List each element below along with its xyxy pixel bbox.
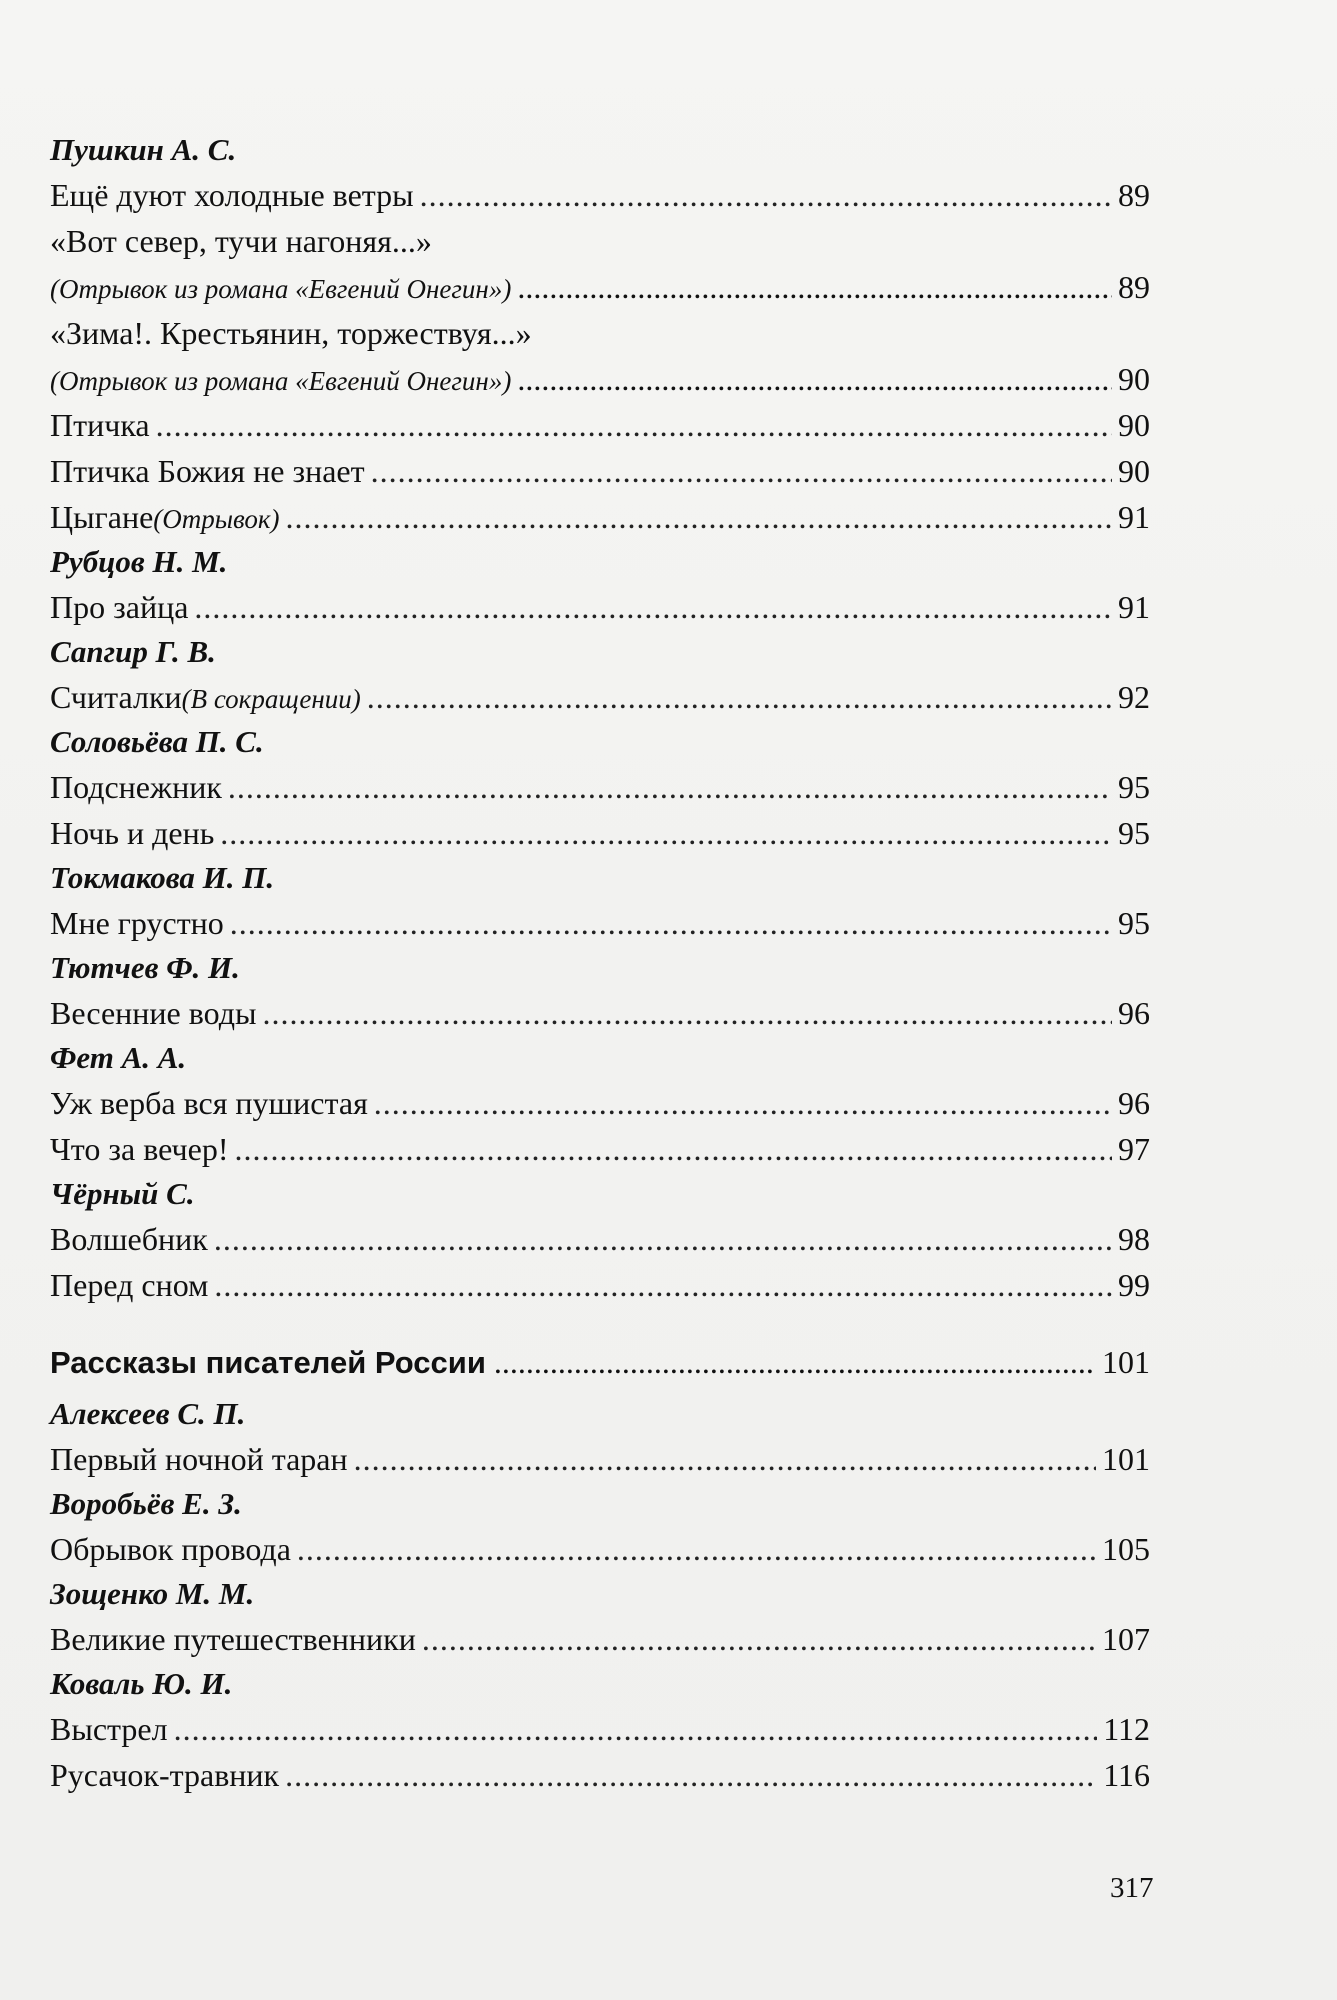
entry-page-number: 105 — [1102, 1531, 1150, 1567]
entry-title: «Вот север, тучи нагоняя...» — [50, 223, 432, 259]
entry-title: Ночь и день — [50, 815, 215, 851]
dot-leader — [494, 1336, 1094, 1388]
entry-title: Мне грустно — [50, 905, 224, 941]
entry-page-number: 96 — [1118, 995, 1150, 1031]
author-groups — [50, 128, 1150, 1308]
toc-entry[interactable] — [50, 448, 1150, 494]
dot-leader — [156, 402, 1112, 448]
entry-title: Выстрел — [50, 1711, 168, 1747]
toc-entry[interactable] — [50, 402, 1150, 448]
entry-page-number: 95 — [1118, 905, 1150, 941]
dot-leader — [234, 1126, 1112, 1172]
entry-page-number: 90 — [1118, 453, 1150, 489]
entry-page-number: 116 — [1103, 1757, 1150, 1793]
entry-page-number: 97 — [1118, 1131, 1150, 1167]
entry-page-number: 91 — [1118, 589, 1150, 625]
entry-page-number: 90 — [1118, 407, 1150, 443]
toc-entry[interactable] — [50, 1526, 1150, 1572]
entry-note: (В сокращении) — [181, 684, 361, 714]
toc-entry[interactable] — [50, 1080, 1150, 1126]
toc-entry[interactable] — [50, 1752, 1150, 1798]
entry-title: Обрывок провода — [50, 1531, 291, 1567]
entry-page-number: 107 — [1102, 1621, 1150, 1657]
entry-title: Подснежник — [50, 769, 222, 805]
author-name: Соловьёва П. С. — [50, 724, 264, 759]
entry-title: Про зайца — [50, 589, 189, 625]
toc-entry[interactable] — [50, 1262, 1150, 1308]
entry-note: (Отрывок из романа «Евгений Онегин») — [50, 274, 512, 304]
dot-leader — [220, 810, 1112, 856]
entry-title: Великие путешественники — [50, 1621, 416, 1657]
dot-leader — [517, 264, 1112, 310]
dot-leader — [297, 1526, 1096, 1572]
dot-leader — [371, 448, 1112, 494]
author-name: Пушкин А. С. — [50, 132, 237, 167]
entry-title: Перед сном — [50, 1267, 209, 1303]
entry-note: (Отрывок) — [153, 504, 280, 534]
dot-leader — [194, 584, 1112, 630]
dot-leader — [374, 1080, 1112, 1126]
dot-leader — [214, 1262, 1112, 1308]
author-name: Сапгир Г. В. — [50, 634, 216, 669]
author-name: Рубцов Н. М. — [50, 544, 228, 579]
entry-title: Что за вечер! — [50, 1131, 229, 1167]
entry-title: Ещё дуют холодные ветры — [50, 177, 414, 213]
entry-page-number: 101 — [1102, 1441, 1150, 1477]
toc-entry[interactable] — [50, 584, 1150, 630]
toc-entry[interactable] — [50, 1436, 1150, 1482]
toc-entry-note[interactable] — [50, 264, 1150, 310]
entry-page-number: 89 — [1118, 269, 1150, 305]
toc-entry[interactable] — [50, 1126, 1150, 1172]
dot-leader — [262, 990, 1112, 1036]
entry-page-number: 89 — [1118, 177, 1150, 213]
dot-leader — [285, 1752, 1097, 1798]
dot-leader — [286, 494, 1112, 540]
entry-title: Весенние воды — [50, 995, 257, 1031]
entry-page-number: 96 — [1118, 1085, 1150, 1121]
entry-page-number: 95 — [1118, 769, 1150, 805]
author-name: Фет А. А. — [50, 1040, 187, 1075]
toc-entry[interactable] — [50, 810, 1150, 856]
toc-entry[interactable] — [50, 1216, 1150, 1262]
author-name: Токмакова И. П. — [50, 860, 275, 895]
toc-entry-note[interactable] — [50, 356, 1150, 402]
dot-leader — [420, 172, 1112, 218]
dot-leader — [174, 1706, 1098, 1752]
entry-title: Цыгане — [50, 499, 154, 535]
entry-title: «Зима!. Крестьянин, торжествуя...» — [50, 315, 532, 351]
entry-page-number: 112 — [1103, 1711, 1150, 1747]
folio-page-number: 317 — [1110, 1872, 1154, 1904]
dot-leader — [367, 674, 1112, 720]
section-author-groups — [50, 1392, 1150, 1798]
dot-leader — [422, 1616, 1096, 1662]
toc-entry[interactable] — [50, 310, 1150, 356]
author-name: Тютчев Ф. И. — [50, 950, 240, 985]
toc-entry[interactable] — [50, 494, 1150, 540]
toc-entry[interactable] — [50, 218, 1150, 264]
toc-entry[interactable] — [50, 900, 1150, 946]
author-name: Коваль Ю. И. — [50, 1666, 233, 1701]
dot-leader — [230, 900, 1112, 946]
entry-title: Уж верба вся пушистая — [50, 1085, 368, 1121]
section-heading[interactable] — [50, 1336, 1150, 1388]
entry-title: Птичка — [50, 407, 150, 443]
entry-page-number: 95 — [1118, 815, 1150, 851]
dot-leader — [214, 1216, 1112, 1262]
toc-entry[interactable] — [50, 764, 1150, 810]
author-name: Зощенко М. М. — [50, 1576, 255, 1611]
toc-entry[interactable] — [50, 1706, 1150, 1752]
dot-leader — [354, 1436, 1096, 1482]
entry-title: Русачок-травник — [50, 1757, 280, 1793]
entry-note: (Отрывок из романа «Евгений Онегин») — [50, 366, 512, 396]
entry-title: Считалки — [50, 679, 182, 715]
entry-title: Волшебник — [50, 1221, 208, 1257]
table-of-contents — [50, 128, 1150, 1798]
author-name: Воробьёв Е. З. — [50, 1486, 242, 1521]
entry-page-number: 98 — [1118, 1221, 1150, 1257]
author-name: Чёрный С. — [50, 1176, 195, 1211]
entry-page-number: 91 — [1118, 499, 1150, 535]
dot-leader — [517, 356, 1112, 402]
entry-page-number: 99 — [1118, 1267, 1150, 1303]
entry-page-number: 90 — [1118, 361, 1150, 397]
author-name: Алексеев С. П. — [50, 1396, 246, 1431]
entry-page-number: 92 — [1118, 679, 1150, 715]
entry-title: Первый ночной таран — [50, 1441, 348, 1477]
toc-entry[interactable] — [50, 1616, 1150, 1662]
section-page-number: 101 — [1102, 1344, 1150, 1380]
toc-entry[interactable] — [50, 674, 1150, 720]
toc-entry[interactable] — [50, 172, 1150, 218]
dot-leader — [228, 764, 1112, 810]
toc-entry[interactable] — [50, 990, 1150, 1036]
section-title: Рассказы писателей России — [50, 1345, 486, 1380]
entry-title: Птичка Божия не знает — [50, 453, 365, 489]
